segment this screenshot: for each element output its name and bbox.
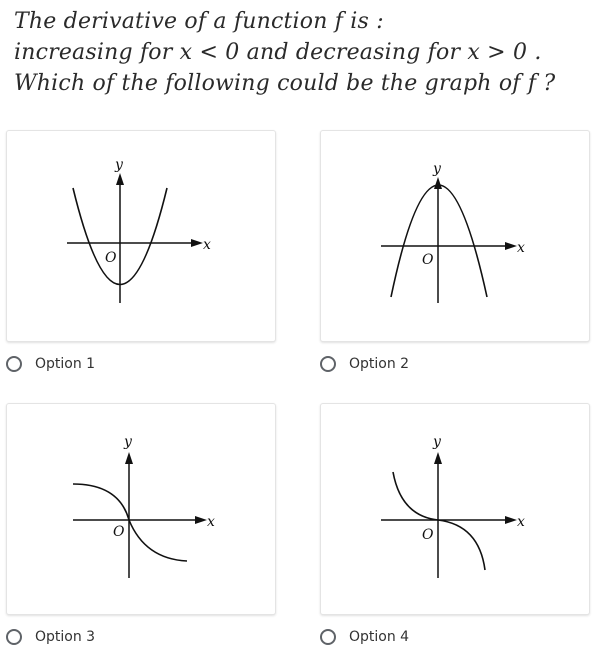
y-axis-arrow: [434, 177, 442, 189]
y-axis-arrow: [434, 452, 442, 464]
origin-label: O: [422, 527, 434, 543]
origin-label: O: [105, 250, 117, 266]
question-line-3: Which of the following could be the graph of f ?: [14, 71, 556, 96]
question-line-2: increasing for x < 0 and decreasing for x > 0 .: [14, 40, 542, 65]
option-1-graph-card[interactable]: [6, 130, 276, 342]
option-4-label: Option 4: [349, 629, 410, 645]
question-line-1: The derivative of a function f is :: [14, 9, 384, 34]
option-1-label: Option 1: [35, 356, 96, 372]
x-axis-label: x: [517, 514, 525, 530]
radio-circle[interactable]: [320, 629, 336, 645]
option-4-graph-card[interactable]: [320, 403, 590, 615]
option-3-graph: [7, 404, 275, 614]
x-axis-label: x: [517, 240, 525, 256]
curve-decreasing: [73, 484, 187, 561]
origin-label: O: [422, 252, 434, 268]
y-axis-label: y: [433, 161, 441, 177]
x-axis-arrow: [505, 516, 517, 524]
option-4-graph: [321, 404, 589, 614]
option-1-radio[interactable]: [6, 353, 95, 375]
y-axis-label: y: [124, 434, 132, 450]
option-2-graph: [321, 131, 589, 341]
radio-circle[interactable]: [6, 356, 22, 372]
y-axis-arrow: [116, 173, 124, 185]
option-1-graph: [7, 131, 275, 341]
option-3-graph-card[interactable]: [6, 403, 276, 615]
option-2-graph-card[interactable]: [320, 130, 590, 342]
option-3-radio[interactable]: [6, 626, 95, 648]
option-4-radio[interactable]: [320, 626, 409, 648]
option-2-label: Option 2: [349, 356, 410, 372]
x-axis-label: x: [203, 237, 211, 253]
question-text: [14, 6, 604, 99]
x-axis-arrow: [195, 516, 207, 524]
radio-circle[interactable]: [6, 629, 22, 645]
option-2-radio[interactable]: [320, 353, 409, 375]
radio-circle[interactable]: [320, 356, 336, 372]
origin-label: O: [113, 524, 125, 540]
option-3-label: Option 3: [35, 629, 96, 645]
x-axis-arrow: [505, 242, 517, 250]
curve-downward-parabola: [391, 185, 487, 297]
y-axis-label: y: [115, 157, 123, 173]
x-axis-arrow: [191, 239, 203, 247]
y-axis-label: y: [433, 434, 441, 450]
curve-decreasing: [393, 472, 485, 570]
y-axis-arrow: [125, 452, 133, 464]
x-axis-label: x: [207, 514, 215, 530]
